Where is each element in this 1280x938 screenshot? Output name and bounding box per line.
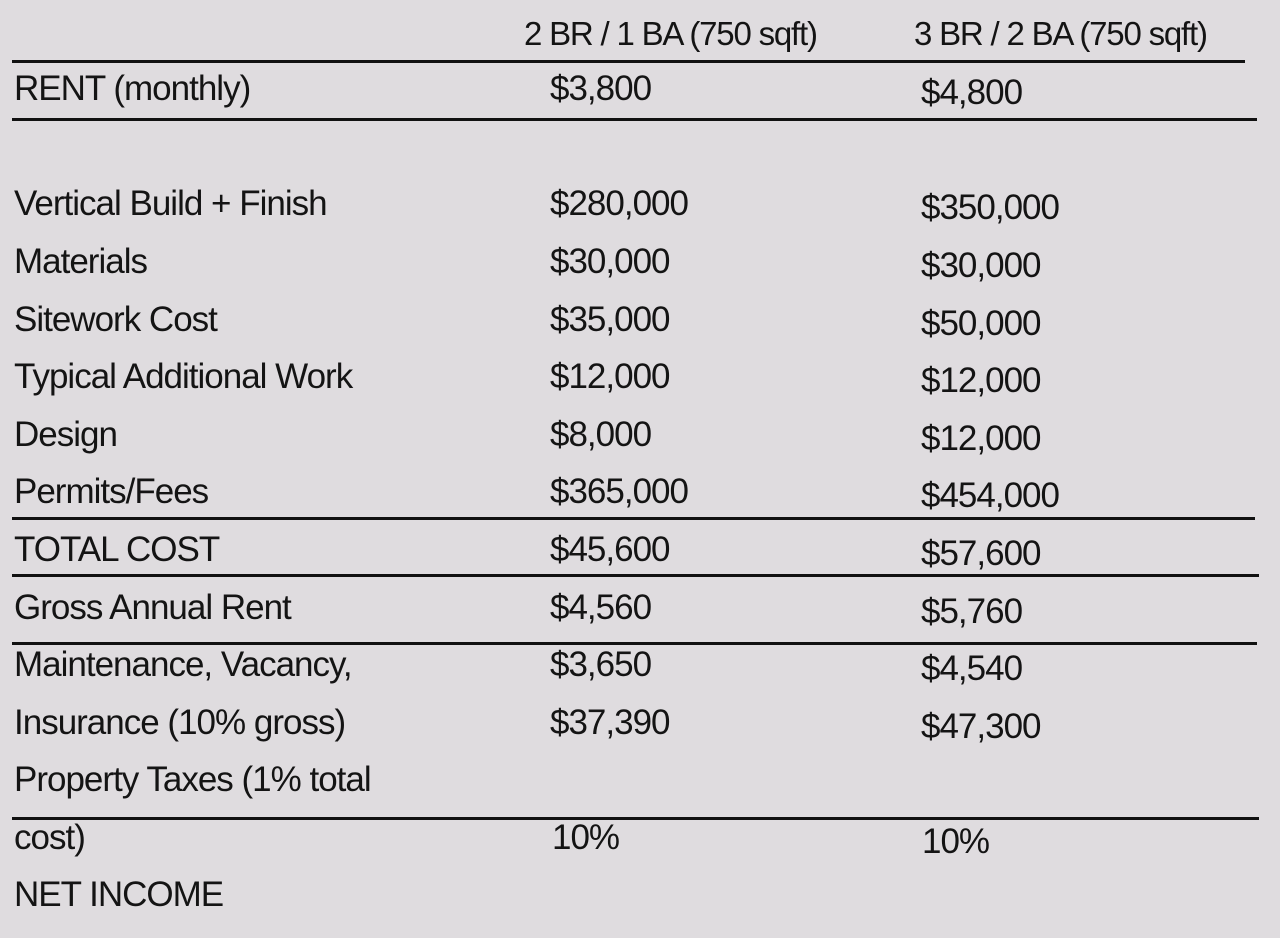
row-value-col2: $4,800 (921, 73, 1023, 112)
row-label-sitework: Sitework Cost (14, 300, 217, 339)
row-label-design: Design (14, 415, 117, 454)
gross-rent-top-rule (12, 574, 1259, 577)
row-value-col2: $350,000 (921, 188, 1059, 227)
row-value-col1: $3,800 (550, 69, 652, 108)
row-value-col2: $12,000 (921, 419, 1041, 458)
row-value-col2: $30,000 (921, 246, 1041, 285)
header-rule (12, 60, 1245, 63)
row-label-property-taxes: Property Taxes (1% total (14, 760, 371, 799)
row-value-col1: 10% (552, 818, 620, 857)
row-value-col1: $3,650 (550, 645, 652, 684)
column-header-3br: 3 BR / 2 BA (750 sqft) (914, 15, 1207, 52)
row-value-col2: $5,760 (921, 592, 1023, 631)
rent-rule (12, 118, 1257, 121)
row-value-col1: $8,000 (550, 415, 652, 454)
cost-row-top-rule (12, 817, 1259, 820)
row-label-cost: cost) (14, 818, 85, 857)
row-value-col1: $37,390 (550, 703, 670, 742)
row-label-additional-work: Typical Additional Work (14, 357, 353, 396)
row-value-col2: $12,000 (921, 361, 1041, 400)
row-value-col2: 10% (922, 822, 990, 861)
row-value-col2: $50,000 (921, 304, 1041, 343)
row-value-col2: $47,300 (921, 707, 1041, 746)
row-label-rent: RENT (monthly) (14, 69, 251, 108)
row-value-col1: $45,600 (550, 530, 670, 569)
row-value-col1: $12,000 (550, 357, 670, 396)
row-value-col2: $57,600 (921, 534, 1041, 573)
row-label-net-income: NET INCOME (14, 875, 224, 914)
row-value-col1: $280,000 (550, 184, 688, 223)
total-cost-top-rule (12, 517, 1255, 520)
row-value-col2: $454,000 (921, 476, 1059, 515)
row-label-vertical-build: Vertical Build + Finish (14, 184, 327, 223)
row-label-permits-fees: Permits/Fees (14, 472, 209, 511)
row-label-materials: Materials (14, 242, 147, 281)
row-value-col1: $365,000 (550, 472, 688, 511)
row-value-col2: $4,540 (921, 649, 1023, 688)
row-value-col1: $4,560 (550, 588, 652, 627)
row-label-maintenance: Maintenance, Vacancy, (14, 645, 352, 684)
column-header-2br: 2 BR / 1 BA (750 sqft) (524, 15, 817, 52)
row-label-gross-annual-rent: Gross Annual Rent (14, 588, 291, 627)
row-value-col1: $30,000 (550, 242, 670, 281)
row-value-col1: $35,000 (550, 300, 670, 339)
row-label-total-cost: TOTAL COST (14, 530, 220, 569)
row-label-insurance: Insurance (10% gross) (14, 703, 346, 742)
